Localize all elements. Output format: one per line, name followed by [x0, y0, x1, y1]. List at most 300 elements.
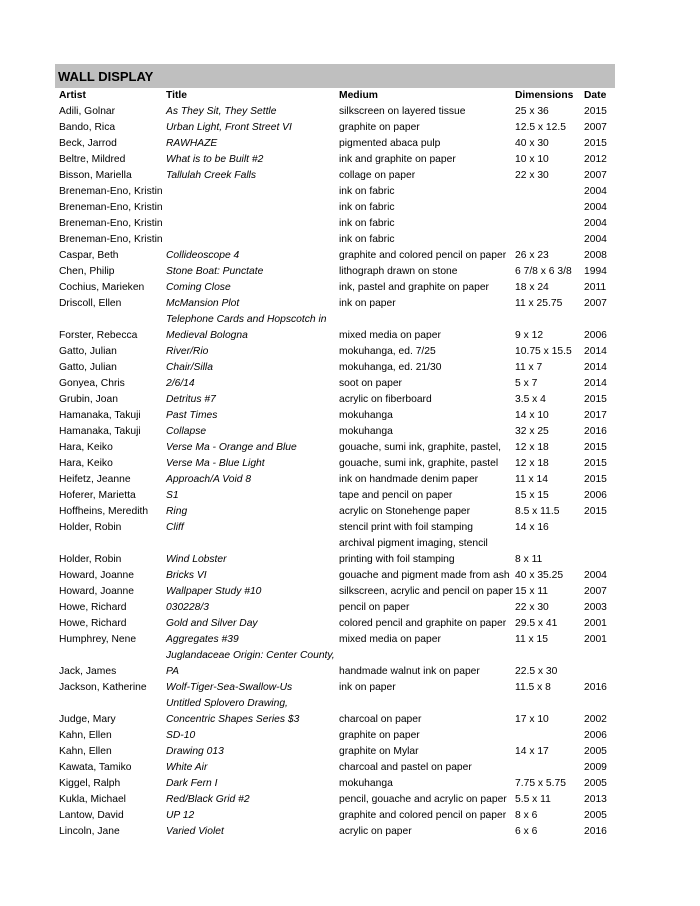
- artist-cell: Beck, Jarrod: [59, 138, 117, 149]
- medium-line: gouache and pigment made from ash: [339, 570, 510, 581]
- date-cell: 2007: [584, 170, 607, 181]
- date-cell: [584, 536, 616, 568]
- dimensions-cell: 17 x 10: [515, 714, 549, 725]
- table-row: [55, 376, 615, 392]
- title-cell: [166, 392, 338, 408]
- artist-cell: Jackson, Katherine: [59, 682, 147, 693]
- table-row: [55, 824, 615, 840]
- title-line: Collapse: [166, 426, 207, 437]
- medium-cell: [339, 232, 513, 248]
- artist-cell: Cochius, Marieken: [59, 282, 145, 293]
- artist-cell: Kiggel, Ralph: [59, 778, 121, 789]
- table-row: [55, 152, 615, 168]
- table-row: [55, 504, 615, 520]
- title-cell: [166, 280, 338, 296]
- title-line: Telephone Cards and Hopscotch in: [166, 314, 327, 325]
- medium-line: silkscreen, acrylic and pencil on paper: [339, 586, 513, 597]
- medium-line: gouache, sumi ink, graphite, pastel: [339, 458, 499, 469]
- date-cell: 2007: [584, 298, 607, 309]
- medium-line: ink on fabric: [339, 202, 395, 213]
- medium-line: mokuhanga: [339, 778, 393, 789]
- date-cell: 2014: [584, 362, 607, 373]
- artist-cell: Kawata, Tamiko: [59, 762, 132, 773]
- table-row: [55, 296, 615, 312]
- title-line: 2/6/14: [166, 378, 195, 389]
- medium-cell: [339, 376, 513, 392]
- dimensions-cell: 22 x 30: [515, 170, 549, 181]
- dimensions-cell: 11 x 14: [515, 474, 549, 485]
- artist-cell: Howard, Joanne: [59, 586, 134, 597]
- title-line: Verse Ma - Orange and Blue: [166, 442, 297, 453]
- medium-cell: [339, 360, 513, 376]
- dimensions-cell: 9 x 12: [515, 330, 544, 341]
- medium-line: lithograph drawn on stone: [339, 266, 458, 277]
- date-cell: [584, 520, 616, 536]
- date-cell: 2007: [584, 122, 607, 133]
- medium-cell: [339, 600, 513, 616]
- medium-line: mokuhanga: [339, 426, 393, 437]
- medium-cell: [339, 392, 513, 408]
- medium-cell: [339, 280, 513, 296]
- table-row: [55, 344, 615, 360]
- date-cell: 2016: [584, 426, 607, 437]
- medium-line: graphite and colored pencil on paper: [339, 250, 507, 261]
- artwork-list: [55, 104, 615, 840]
- title-line: Gold and Silver Day: [166, 618, 258, 629]
- title-cell: [166, 424, 338, 440]
- title-line: Coming Close: [166, 282, 231, 293]
- date-cell: 2016: [584, 826, 607, 837]
- medium-cell: [339, 408, 513, 424]
- medium-line: soot on paper: [339, 378, 402, 389]
- date-cell: 2008: [584, 250, 607, 261]
- artist-cell: Holder, Robin: [59, 554, 122, 565]
- title-cell: [166, 248, 338, 264]
- title-line: SD-10: [166, 730, 196, 741]
- medium-cell: [339, 584, 513, 600]
- date-cell: 2001: [584, 634, 607, 645]
- title-cell: [166, 296, 338, 312]
- title-cell: [166, 344, 338, 360]
- title-line: Bricks VI: [166, 570, 207, 581]
- artist-cell: Lantow, David: [59, 810, 124, 821]
- table-row: [55, 392, 615, 408]
- date-cell: [584, 648, 616, 680]
- medium-line: ink, pastel and graphite on paper: [339, 282, 489, 293]
- artist-cell: Humphrey, Nene: [59, 634, 137, 645]
- dimensions-cell: 5 x 7: [515, 378, 538, 389]
- title-line: Approach/A Void 8: [166, 474, 252, 485]
- medium-line: acrylic on fiberboard: [339, 394, 432, 405]
- artist-cell: Grubin, Joan: [59, 394, 118, 405]
- table-row: [55, 248, 615, 264]
- title-line: Cliff: [166, 522, 184, 533]
- dimensions-cell: 12 x 18: [515, 458, 549, 469]
- title-cell: [166, 776, 338, 792]
- title-cell: [166, 728, 338, 744]
- artist-cell: Kukla, Michael: [59, 794, 126, 805]
- column-header-date: Date: [584, 90, 607, 101]
- artist-cell: Howard, Joanne: [59, 570, 134, 581]
- medium-line: printing with foil stamping: [339, 554, 455, 565]
- artist-cell: Gonyea, Chris: [59, 378, 125, 389]
- date-cell: 2015: [584, 506, 607, 517]
- table-row: [55, 680, 615, 696]
- dimensions-cell: 14 x 16: [515, 522, 549, 533]
- artist-cell: Hamanaka, Takuji: [59, 426, 141, 437]
- medium-line: ink on fabric: [339, 234, 395, 245]
- medium-cell: [339, 648, 513, 680]
- table-row: [55, 440, 615, 456]
- title-cell: [166, 216, 338, 232]
- title-line: Dark Fern I: [166, 778, 218, 789]
- medium-line: mokuhanga: [339, 410, 393, 421]
- artist-cell: Gatto, Julian: [59, 346, 117, 357]
- title-cell: [166, 360, 338, 376]
- title-line: Chair/Silla: [166, 362, 213, 373]
- dimensions-cell: 18 x 24: [515, 282, 549, 293]
- table-row: [55, 424, 615, 440]
- artist-cell: Breneman-Eno, Kristin: [59, 202, 163, 213]
- title-line: Medieval Bologna: [166, 330, 248, 341]
- title-line: Aggregates #39: [166, 634, 239, 645]
- title-cell: [166, 504, 338, 520]
- table-row: [55, 536, 615, 568]
- date-cell: 2012: [584, 154, 607, 165]
- date-cell: 2004: [584, 234, 607, 245]
- date-cell: 2004: [584, 202, 607, 213]
- table-row: [55, 760, 615, 776]
- title-cell: [166, 680, 338, 696]
- dimensions-cell: 10.75 x 15.5: [515, 346, 572, 357]
- artist-cell: Howe, Richard: [59, 618, 127, 629]
- title-cell: [166, 120, 338, 136]
- dimensions-cell: 14 x 17: [515, 746, 549, 757]
- title-cell: [166, 568, 338, 584]
- date-cell: 2005: [584, 810, 607, 821]
- title-cell: [166, 488, 338, 504]
- title-line: PA: [166, 666, 179, 677]
- artist-cell: Bisson, Mariella: [59, 170, 132, 181]
- table-row: [55, 520, 615, 536]
- medium-cell: [339, 184, 513, 200]
- dimensions-cell: 7.75 x 5.75: [515, 778, 566, 789]
- dimensions-cell: 6 7/8 x 6 3/8: [515, 266, 572, 277]
- date-cell: 1994: [584, 266, 607, 277]
- medium-line: pencil, gouache and acrylic on paper: [339, 794, 507, 805]
- dimensions-cell: 10 x 10: [515, 154, 549, 165]
- title-cell: [166, 408, 338, 424]
- medium-line: tape and pencil on paper: [339, 490, 453, 501]
- title-cell: [166, 312, 338, 344]
- dimensions-cell: 15 x 11: [515, 586, 549, 597]
- title-line: S1: [166, 490, 179, 501]
- dimensions-cell: 26 x 23: [515, 250, 549, 261]
- date-cell: 2004: [584, 218, 607, 229]
- artist-cell: Kahn, Ellen: [59, 746, 112, 757]
- medium-line: ink on paper: [339, 298, 396, 309]
- table-row: [55, 120, 615, 136]
- medium-cell: [339, 440, 513, 456]
- section-header: WALL DISPLAY: [55, 64, 615, 88]
- date-cell: 2015: [584, 394, 607, 405]
- artist-cell: Breneman-Eno, Kristin: [59, 186, 163, 197]
- title-cell: [166, 632, 338, 648]
- title-cell: [166, 808, 338, 824]
- medium-cell: [339, 808, 513, 824]
- medium-cell: [339, 152, 513, 168]
- title-cell: [166, 520, 338, 536]
- table-row: [55, 360, 615, 376]
- column-header-row: [55, 88, 615, 104]
- artist-cell: Driscoll, Ellen: [59, 298, 122, 309]
- medium-cell: [339, 312, 513, 344]
- medium-cell: [339, 168, 513, 184]
- date-cell: 2014: [584, 346, 607, 357]
- artist-cell: Bando, Rica: [59, 122, 116, 133]
- date-cell: 2006: [584, 490, 607, 501]
- medium-cell: [339, 792, 513, 808]
- inventory-sheet: [55, 64, 615, 840]
- artist-cell: Jack, James: [59, 666, 117, 677]
- table-row: [55, 616, 615, 632]
- dimensions-cell: 11.5 x 8: [515, 682, 551, 693]
- table-row: [55, 216, 615, 232]
- medium-line: charcoal on paper: [339, 714, 422, 725]
- dimensions-cell: 14 x 10: [515, 410, 549, 421]
- medium-line: pigmented abaca pulp: [339, 138, 441, 149]
- date-cell: 2014: [584, 378, 607, 389]
- medium-cell: [339, 424, 513, 440]
- medium-cell: [339, 504, 513, 520]
- artist-cell: Heifetz, Jeanne: [59, 474, 131, 485]
- title-line: Untitled Splovero Drawing,: [166, 698, 288, 709]
- date-cell: 2004: [584, 186, 607, 197]
- dimensions-cell: 22 x 30: [515, 602, 549, 613]
- medium-cell: [339, 632, 513, 648]
- artist-cell: Forster, Rebecca: [59, 330, 138, 341]
- medium-cell: [339, 200, 513, 216]
- title-line: Concentric Shapes Series $3: [166, 714, 300, 725]
- title-line: Tallulah Creek Falls: [166, 170, 257, 181]
- artist-cell: Caspar, Beth: [59, 250, 119, 261]
- medium-line: mixed media on paper: [339, 330, 441, 341]
- medium-line: graphite on paper: [339, 730, 420, 741]
- title-cell: [166, 456, 338, 472]
- date-cell: 2011: [584, 282, 607, 293]
- medium-line: acrylic on Stonehenge paper: [339, 506, 471, 517]
- medium-line: graphite on Mylar: [339, 746, 419, 757]
- medium-cell: [339, 696, 513, 728]
- medium-line: graphite on paper: [339, 122, 420, 133]
- artist-cell: Beltre, Mildred: [59, 154, 126, 165]
- medium-cell: [339, 616, 513, 632]
- medium-cell: [339, 536, 513, 568]
- medium-cell: [339, 472, 513, 488]
- title-line: Wolf-Tiger-Sea-Swallow-Us: [166, 682, 293, 693]
- artist-cell: Adili, Golnar: [59, 106, 116, 117]
- title-cell: [166, 648, 338, 680]
- title-line: Wind Lobster: [166, 554, 227, 565]
- title-cell: [166, 440, 338, 456]
- title-cell: [166, 792, 338, 808]
- table-row: [55, 168, 615, 184]
- medium-cell: [339, 568, 513, 584]
- medium-cell: [339, 104, 513, 120]
- title-cell: [166, 104, 338, 120]
- date-cell: 2015: [584, 442, 607, 453]
- title-line: Varied Violet: [166, 826, 224, 837]
- column-header-medium: Medium: [339, 90, 378, 101]
- medium-line: ink and graphite on paper: [339, 154, 456, 165]
- date-cell: 2015: [584, 106, 607, 117]
- artist-cell: Gatto, Julian: [59, 362, 117, 373]
- medium-line: collage on paper: [339, 170, 416, 181]
- table-row: [55, 568, 615, 584]
- artist-cell: Breneman-Eno, Kristin: [59, 218, 163, 229]
- medium-cell: [339, 776, 513, 792]
- title-line: Ring: [166, 506, 188, 517]
- artist-cell: Hoffheins, Meredith: [59, 506, 149, 517]
- table-row: [55, 312, 615, 344]
- date-cell: 2017: [584, 410, 607, 421]
- title-cell: [166, 152, 338, 168]
- table-row: [55, 104, 615, 120]
- dimensions-cell: 11 x 25.75: [515, 298, 563, 309]
- dimensions-cell: 12.5 x 12.5: [515, 122, 566, 133]
- medium-cell: [339, 248, 513, 264]
- title-cell: [166, 232, 338, 248]
- medium-line: mokuhanga, ed. 21/30: [339, 362, 442, 373]
- dimensions-cell: 40 x 30: [515, 138, 549, 149]
- date-cell: 2005: [584, 746, 607, 757]
- date-cell: 2007: [584, 586, 607, 597]
- medium-line: archival pigment imaging, stencil: [339, 538, 488, 549]
- title-line: Detritus #7: [166, 394, 216, 405]
- title-cell: [166, 184, 338, 200]
- dimensions-cell: 11 x 7: [515, 362, 543, 373]
- date-cell: 2016: [584, 682, 607, 693]
- title-line: Stone Boat: Punctate: [166, 266, 264, 277]
- title-cell: [166, 472, 338, 488]
- table-row: [55, 808, 615, 824]
- table-row: [55, 184, 615, 200]
- title-line: River/Rio: [166, 346, 209, 357]
- date-cell: 2009: [584, 762, 607, 773]
- table-row: [55, 648, 615, 680]
- title-cell: [166, 616, 338, 632]
- title-line: RAWHAZE: [166, 138, 218, 149]
- date-cell: 2015: [584, 138, 607, 149]
- artist-cell: Hamanaka, Takuji: [59, 410, 141, 421]
- title-line: UP 12: [166, 810, 195, 821]
- table-row: [55, 728, 615, 744]
- artist-cell: Lincoln, Jane: [59, 826, 120, 837]
- title-line: What is to be Built #2: [166, 154, 264, 165]
- medium-line: gouache, sumi ink, graphite, pastel,: [339, 442, 501, 453]
- dimensions-cell: 8 x 6: [515, 810, 538, 821]
- title-line: Red/Black Grid #2: [166, 794, 250, 805]
- medium-cell: [339, 216, 513, 232]
- title-line: 030228/3: [166, 602, 209, 613]
- medium-cell: [339, 488, 513, 504]
- artist-cell: Hara, Keiko: [59, 442, 113, 453]
- table-row: [55, 456, 615, 472]
- date-cell: 2006: [584, 730, 607, 741]
- date-cell: 2004: [584, 570, 607, 581]
- artist-cell: Holder, Robin: [59, 522, 122, 533]
- dimensions-cell: 25 x 36: [515, 106, 549, 117]
- title-cell: [166, 600, 338, 616]
- dimensions-cell: 29.5 x 41: [515, 618, 558, 629]
- date-cell: 2006: [584, 330, 607, 341]
- table-row: [55, 408, 615, 424]
- title-line: Urban Light, Front Street VI: [166, 122, 292, 133]
- medium-line: ink on fabric: [339, 218, 395, 229]
- title-cell: [166, 136, 338, 152]
- dimensions-cell: 40 x 35.25: [515, 570, 564, 581]
- table-row: [55, 200, 615, 216]
- date-cell: 2015: [584, 458, 607, 469]
- table-row: [55, 136, 615, 152]
- table-row: [55, 744, 615, 760]
- medium-line: mixed media on paper: [339, 634, 441, 645]
- title-line: Juglandaceae Origin: Center County,: [166, 650, 335, 661]
- date-cell: 2003: [584, 602, 607, 613]
- artist-cell: Breneman-Eno, Kristin: [59, 234, 163, 245]
- medium-line: colored pencil and graphite on paper: [339, 618, 507, 629]
- dimensions-cell: [515, 216, 583, 232]
- table-row: [55, 472, 615, 488]
- title-line: McMansion Plot: [166, 298, 240, 309]
- medium-cell: [339, 136, 513, 152]
- title-line: Drawing 013: [166, 746, 224, 757]
- title-line: As They Sit, They Settle: [166, 106, 277, 117]
- medium-cell: [339, 680, 513, 696]
- title-line: Wallpaper Study #10: [166, 586, 262, 597]
- title-cell: [166, 264, 338, 280]
- medium-line: ink on fabric: [339, 186, 395, 197]
- table-row: [55, 584, 615, 600]
- dimensions-cell: [515, 184, 583, 200]
- dimensions-cell: 5.5 x 11: [515, 794, 551, 805]
- medium-cell: [339, 520, 513, 536]
- title-cell: [166, 760, 338, 776]
- artist-cell: Hara, Keiko: [59, 458, 113, 469]
- title-cell: [166, 536, 338, 568]
- date-cell: 2002: [584, 714, 607, 725]
- dimensions-cell: 8.5 x 11.5: [515, 506, 560, 517]
- medium-cell: [339, 760, 513, 776]
- dimensions-cell: 12 x 18: [515, 442, 549, 453]
- medium-line: mokuhanga, ed. 7/25: [339, 346, 436, 357]
- title-cell: [166, 696, 338, 728]
- medium-line: stencil print with foil stamping: [339, 522, 473, 533]
- dimensions-cell: [515, 728, 583, 744]
- medium-cell: [339, 824, 513, 840]
- medium-line: pencil on paper: [339, 602, 410, 613]
- medium-line: silkscreen on layered tissue: [339, 106, 466, 117]
- table-row: [55, 776, 615, 792]
- dimensions-cell: [515, 232, 583, 248]
- column-header-title: Title: [166, 90, 187, 101]
- dimensions-cell: 3.5 x 4: [515, 394, 546, 405]
- title-cell: [166, 744, 338, 760]
- medium-line: charcoal and pastel on paper: [339, 762, 472, 773]
- dimensions-cell: 6 x 6: [515, 826, 538, 837]
- artist-cell: Kahn, Ellen: [59, 730, 112, 741]
- date-cell: 2013: [584, 794, 607, 805]
